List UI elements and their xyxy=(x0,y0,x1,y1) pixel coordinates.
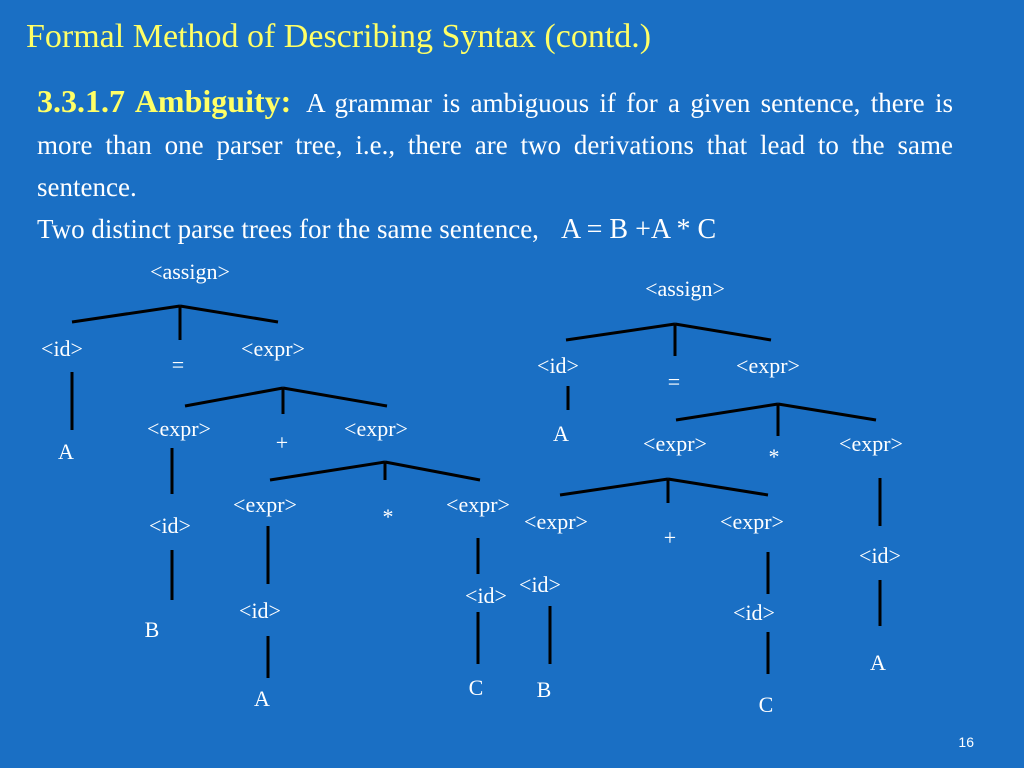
page-number: 16 xyxy=(958,734,974,750)
right-a2-label: A xyxy=(870,650,886,675)
right-expr-lr-label: <expr> xyxy=(720,509,784,534)
left-id-a2-label: <id> xyxy=(239,598,281,623)
left-b-label: B xyxy=(144,617,160,642)
right-expr-l-label: <expr> xyxy=(643,431,707,456)
right-id-label: <id> xyxy=(537,353,579,378)
left-c-label: C xyxy=(468,675,484,700)
left-plus-label: + xyxy=(275,430,289,455)
left-star-label: * xyxy=(382,504,394,529)
left-root-label: <assign> xyxy=(150,259,230,284)
left-expr-rl-label: <expr> xyxy=(233,492,297,517)
right-expr-r-label: <expr> xyxy=(839,431,903,456)
right-star-label: * xyxy=(768,444,780,469)
left-expr-rr-label: <expr> xyxy=(446,492,510,517)
left-id-b-label: <id> xyxy=(149,513,191,538)
left-tree xyxy=(41,259,510,711)
left-a-label: A xyxy=(58,439,74,464)
right-b-label: B xyxy=(536,677,552,702)
left-expr-label: <expr> xyxy=(241,336,305,361)
right-id-b-label: <id> xyxy=(519,572,561,597)
right-expr-ll-label: <expr> xyxy=(524,509,588,534)
example-sentence: A = B +A * C xyxy=(560,214,717,245)
right-equals-label: = xyxy=(667,369,681,394)
left-expr-l-label: <expr> xyxy=(147,416,211,441)
left-expr-r-label: <expr> xyxy=(344,416,408,441)
right-plus-label: + xyxy=(663,525,677,550)
left-a2-label: A xyxy=(254,686,270,711)
right-c-label: C xyxy=(758,692,774,717)
left-id-c-label: <id> xyxy=(465,583,507,608)
right-a-label: A xyxy=(553,421,569,446)
left-id-label: <id> xyxy=(41,336,83,361)
example-intro: Two distinct parse trees for the same sentence, xyxy=(37,214,539,244)
slide-title: Formal Method of Describing Syntax (contd.) xyxy=(26,18,652,55)
right-id-a2-label: <id> xyxy=(859,543,901,568)
right-root-label: <assign> xyxy=(645,276,725,301)
right-expr-label: <expr> xyxy=(736,353,800,378)
definition-text: A grammar is ambiguous if for a given sentence, there is more than one parser tree, i.e., there are two derivations that lead to the same sentence. xyxy=(37,88,954,202)
left-equals-label: = xyxy=(171,352,185,377)
right-id-c-label: <id> xyxy=(733,600,775,625)
right-tree xyxy=(519,276,903,717)
section-heading: 3.3.1.7 Ambiguity: xyxy=(37,83,292,119)
